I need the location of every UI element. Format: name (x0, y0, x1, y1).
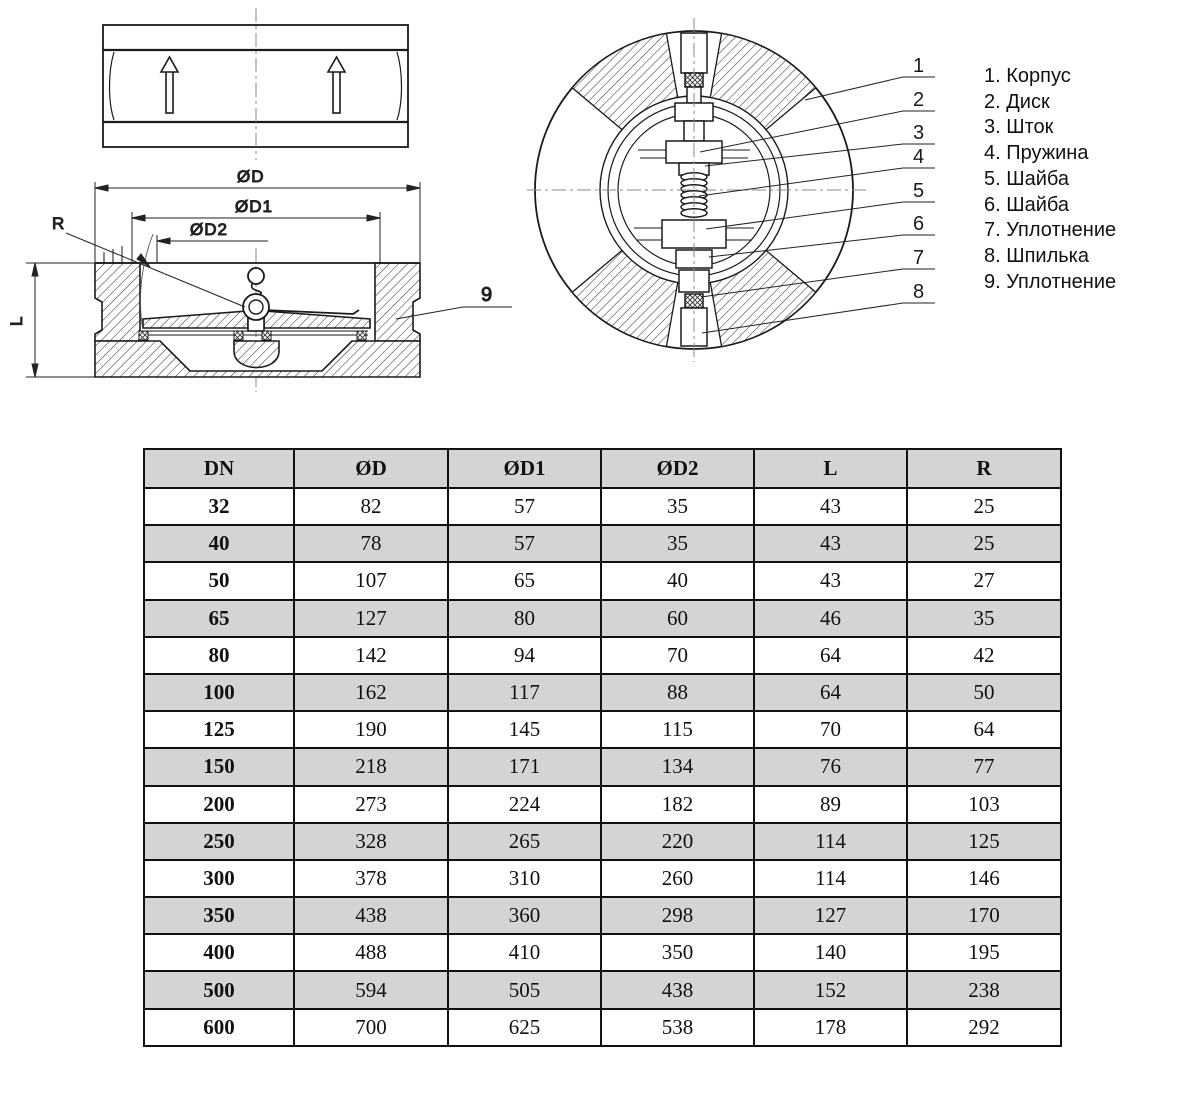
dimension-cell: 35 (601, 488, 754, 525)
dimension-cell: 625 (448, 1009, 601, 1046)
dn-cell: 40 (144, 525, 294, 562)
dn-cell: 350 (144, 897, 294, 934)
dimension-cell: 224 (448, 786, 601, 823)
dimension-cell: 178 (754, 1009, 907, 1046)
dimension-cell: 182 (601, 786, 754, 823)
body-right-wall (375, 263, 420, 341)
table-row (144, 748, 1061, 785)
dimension-cell: 65 (448, 562, 601, 599)
dimension-cell: 64 (754, 674, 907, 711)
dimension-cell: 134 (601, 748, 754, 785)
dimension-cell: 220 (601, 823, 754, 860)
column-header: L (754, 449, 907, 488)
dimension-cell: 328 (294, 823, 448, 860)
dimension-cell: 298 (601, 897, 754, 934)
dimension-cell: 80 (448, 600, 601, 637)
dn-cell: 80 (144, 637, 294, 674)
dimensions-table (143, 448, 1062, 1047)
dimension-cell: 25 (907, 525, 1061, 562)
dimension-cell: 114 (754, 823, 907, 860)
legend-item: 2. Диск (984, 90, 1050, 113)
table-row (144, 934, 1061, 971)
dimension-cell: 43 (754, 562, 907, 599)
section-callout-9: 9 (481, 284, 493, 306)
dimension-cell: 700 (294, 1009, 448, 1046)
bottom-boss (234, 341, 279, 368)
legend-item: 3. Шток (984, 116, 1054, 139)
legend-item: 9. Уплотнение (984, 270, 1117, 293)
dimension-cell: 488 (294, 934, 448, 971)
column-header: ØD2 (601, 449, 754, 488)
dn-cell: 32 (144, 488, 294, 525)
dimension-cell: 127 (754, 897, 907, 934)
dimension-cell: 57 (448, 525, 601, 562)
table-header (144, 449, 1061, 488)
dimension-cell: 42 (907, 637, 1061, 674)
dim-label-d: ØD (237, 167, 265, 186)
dimension-cell: 360 (448, 897, 601, 934)
dimension-cell: 438 (601, 971, 754, 1008)
dimension-cell: 350 (601, 934, 754, 971)
dimension-cell: 88 (601, 674, 754, 711)
dn-cell: 200 (144, 786, 294, 823)
dimension-cell: 77 (907, 748, 1061, 785)
legend-item: 1. Корпус (984, 65, 1071, 87)
dimension-cell: 140 (754, 934, 907, 971)
dimension-cell: 64 (754, 637, 907, 674)
front-view (527, 18, 866, 362)
table-row (144, 860, 1061, 897)
column-header: ØD (294, 449, 448, 488)
legend-item: 6. Шайба (984, 193, 1069, 216)
dimension-cell: 70 (601, 637, 754, 674)
table-row (144, 674, 1061, 711)
table-row (144, 600, 1061, 637)
dimension-cell: 43 (754, 488, 907, 525)
dimension-cell: 64 (907, 711, 1061, 748)
dim-label-r: R (52, 214, 66, 233)
legend-item: 8. Шпилька (984, 244, 1089, 267)
dimension-cell: 505 (448, 971, 601, 1008)
dimension-cell: 170 (907, 897, 1061, 934)
dimension-cell: 145 (448, 711, 601, 748)
dimension-cell: 89 (754, 786, 907, 823)
table-row (144, 525, 1061, 562)
dimension-cell: 260 (601, 860, 754, 897)
dimension-cell: 78 (294, 525, 448, 562)
column-header: DN (144, 449, 294, 488)
table-row (144, 823, 1061, 860)
dimension-cell: 310 (448, 860, 601, 897)
dimension-cell: 114 (754, 860, 907, 897)
dimension-cell: 60 (601, 600, 754, 637)
body-left-wall (95, 263, 140, 341)
dimension-cell: 127 (294, 600, 448, 637)
dimension-cell: 378 (294, 860, 448, 897)
dimension-cell: 76 (754, 748, 907, 785)
dimension-cell: 265 (448, 823, 601, 860)
dimension-cell: 46 (754, 600, 907, 637)
dimension-cell: 125 (907, 823, 1061, 860)
table-row (144, 488, 1061, 525)
dimension-cell: 35 (907, 600, 1061, 637)
dimension-cell: 94 (448, 637, 601, 674)
dn-cell: 150 (144, 748, 294, 785)
dimension-cell: 152 (754, 971, 907, 1008)
legend-item: 7. Уплотнение (984, 219, 1117, 242)
callout-2: 2 (913, 89, 925, 111)
column-header: ØD1 (448, 449, 601, 488)
table-row (144, 786, 1061, 823)
dn-cell: 65 (144, 600, 294, 637)
dimension-cell: 43 (754, 525, 907, 562)
dn-cell: 400 (144, 934, 294, 971)
disc-left (143, 311, 248, 328)
callout-4: 4 (913, 146, 925, 168)
dimension-cell: 82 (294, 488, 448, 525)
table-row (144, 562, 1061, 599)
dimension-cell: 142 (294, 637, 448, 674)
dimension-cell: 25 (907, 488, 1061, 525)
dn-cell: 300 (144, 860, 294, 897)
dn-cell: 50 (144, 562, 294, 599)
table-row (144, 897, 1061, 934)
flow-arrow-icon (328, 57, 345, 113)
table-row (144, 637, 1061, 674)
dimension-cell: 70 (754, 711, 907, 748)
dimension-cell: 162 (294, 674, 448, 711)
table-row (144, 971, 1061, 1008)
dimension-cell: 103 (907, 786, 1061, 823)
callout-6: 6 (913, 213, 925, 235)
dn-cell: 600 (144, 1009, 294, 1046)
dn-cell: 500 (144, 971, 294, 1008)
dimension-cell: 27 (907, 562, 1061, 599)
dim-label-d2: ØD2 (190, 220, 228, 239)
dn-cell: 250 (144, 823, 294, 860)
dimension-cell: 538 (601, 1009, 754, 1046)
flow-arrow-icon (161, 57, 178, 113)
dimension-cell: 190 (294, 711, 448, 748)
dimension-cell: 117 (448, 674, 601, 711)
dimension-cell: 195 (907, 934, 1061, 971)
dimension-cell: 273 (294, 786, 448, 823)
callout-1: 1 (913, 55, 925, 77)
column-header: R (907, 449, 1061, 488)
dimension-cell: 35 (601, 525, 754, 562)
dimension-cell: 594 (294, 971, 448, 1008)
callout-8: 8 (913, 281, 925, 303)
table-row (144, 1009, 1061, 1046)
callout-7: 7 (913, 247, 925, 269)
dimension-cell: 146 (907, 860, 1061, 897)
dim-label-d1: ØD1 (235, 197, 273, 216)
dimension-cell: 115 (601, 711, 754, 748)
dimension-cell: 50 (907, 674, 1061, 711)
dimension-cell: 410 (448, 934, 601, 971)
dim-label-l: L (7, 315, 26, 326)
dimension-cell: 40 (601, 562, 754, 599)
side-view (103, 8, 408, 160)
dimension-cell: 292 (907, 1009, 1061, 1046)
callout-5: 5 (913, 180, 925, 202)
dimension-cell: 238 (907, 971, 1061, 1008)
table-row (144, 711, 1061, 748)
dimension-cell: 57 (448, 488, 601, 525)
legend-item: 5. Шайба (984, 167, 1069, 190)
dimension-cell: 438 (294, 897, 448, 934)
dimension-cell: 107 (294, 562, 448, 599)
dn-cell: 125 (144, 711, 294, 748)
callout-3: 3 (913, 122, 925, 144)
header-row (144, 449, 1061, 488)
dn-cell: 100 (144, 674, 294, 711)
dimension-cell: 171 (448, 748, 601, 785)
dimension-cell: 218 (294, 748, 448, 785)
legend-item: 4. Пружина (984, 142, 1089, 165)
parts-legend (984, 64, 1116, 295)
